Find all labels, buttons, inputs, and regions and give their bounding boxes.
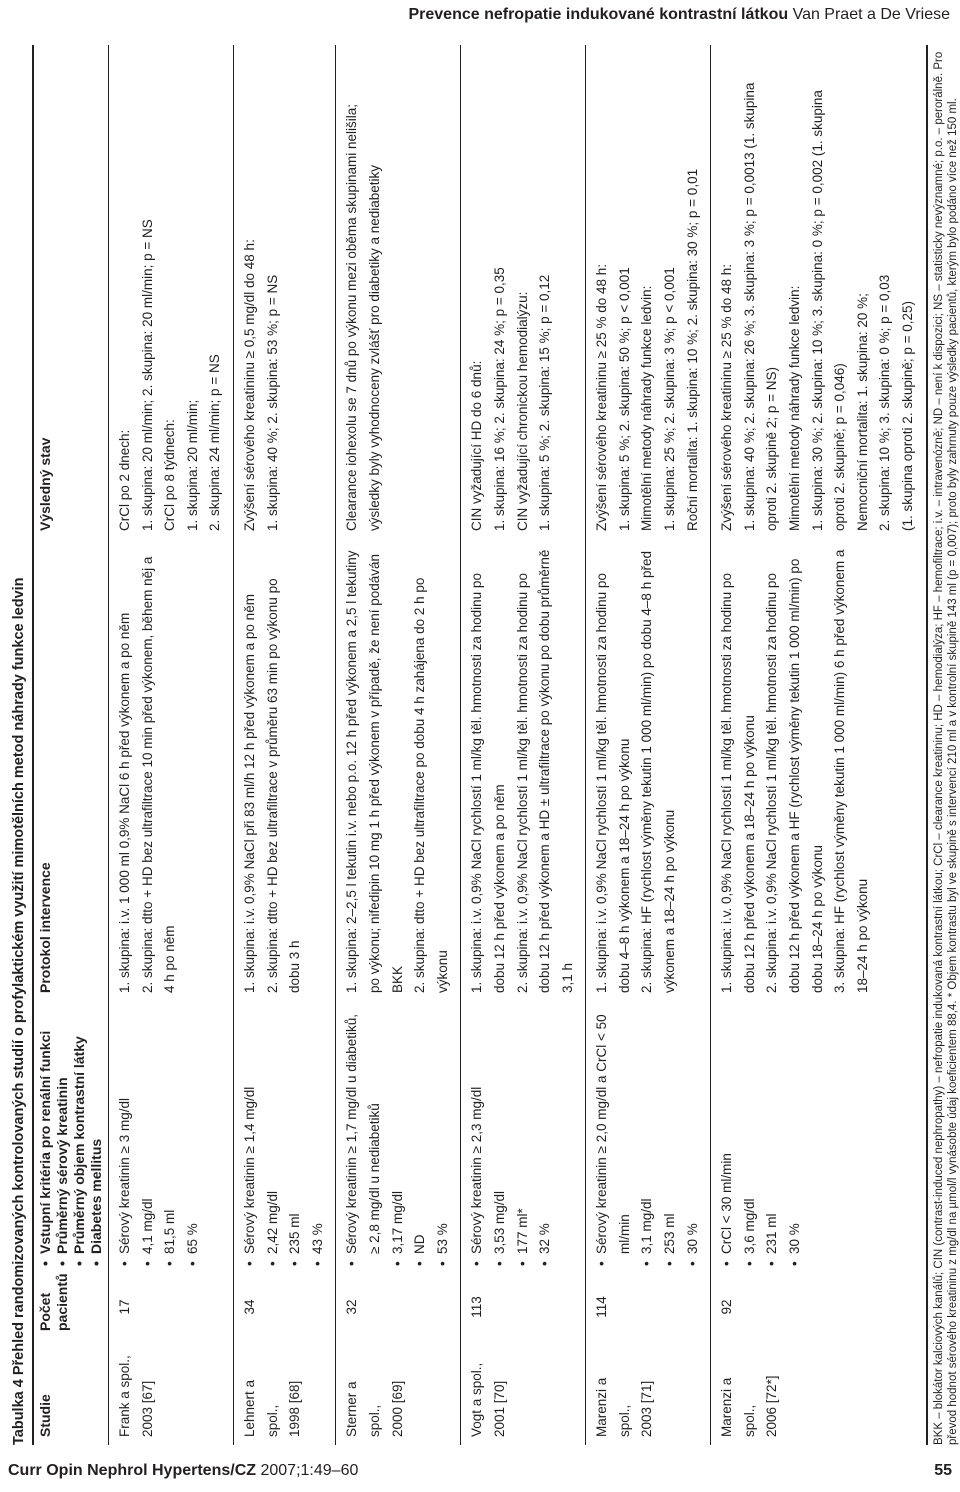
outcome-line: 1. skupina: 5 %; 2. skupina: 50 %; p < 0,001 <box>616 267 632 531</box>
protocol-line: 1. skupina: i.v. 1 000 ml 0,9% NaCl 6 h před výkonem a po něm <box>117 612 132 993</box>
outcome-line: Mimotělní metody náhrady funkce ledvin: <box>639 285 655 531</box>
protocol-line: 2. skupina: dtto + HD bez ultrafiltrace po dobu 4 h zahájena do 2 h po výkonu <box>412 577 450 993</box>
header-criteria-item: • Diabetes mellitus <box>88 1009 105 1267</box>
study-line: 2003 [67] <box>139 1380 155 1437</box>
table-row <box>336 45 461 1445</box>
table-caption: Tabulka 4 Přehled randomizovaných kontrolovaných studií o profylaktickém využití mimotělních metod náhrady funkce ledvin <box>11 577 27 1445</box>
table-row <box>233 45 335 1445</box>
outcome-line: CIN vyžadující chronickou hemodialýzu: <box>514 291 530 531</box>
page-number: 55 <box>934 1462 952 1479</box>
outcome-cell <box>336 45 461 539</box>
protocol-line: 1. skupina: i.v. 0,9% NaCl rychlostí 1 ml/kg těl. hmotnosti za hodinu po dobu 4–8 h výkonem a 18–24 h po výkonu <box>594 573 632 993</box>
criteria-item: • 32 % <box>534 1009 557 1267</box>
criteria-item: • Sérový kreatinin ≥ 2,0 mg/dl a CrCl < 50 ml/min <box>591 1009 636 1267</box>
criteria-item: • 3,1 mg/dl <box>636 1009 659 1267</box>
studies-table <box>32 45 928 1445</box>
study-line: Marenzi a spol., <box>719 1377 757 1437</box>
criteria-item: • 3,6 mg/dl <box>739 1009 762 1267</box>
protocol-line: 1. skupina: i.v. 0,9% NaCl při 83 ml/h 12 h před výkonem a po něm <box>241 594 257 993</box>
journal-footer <box>8 1462 358 1480</box>
criteria-list <box>114 1009 204 1267</box>
outcome-line: Clearance iohexolu se 7 dnů po výkonu mezi oběma skupinami nelišila; výsledky byly vyhodnoceny zvlášť pro diabetiky a nediabetiky <box>344 104 382 531</box>
criteria-item: • 53 % <box>432 1009 455 1267</box>
criteria-item: • 235 ml <box>284 1009 307 1267</box>
outcome-cell <box>109 45 234 539</box>
study-line: 1998 [68] <box>287 1380 303 1437</box>
study-line: Marenzi a spol., <box>594 1377 632 1437</box>
criteria-item: • 81,5 ml <box>159 1009 182 1267</box>
protocol-cell <box>711 539 927 1001</box>
criteria-cell <box>336 1001 461 1275</box>
study-cell <box>336 1339 461 1445</box>
study-line: Lehnert a spol., <box>241 1379 280 1437</box>
table-row <box>461 45 586 1445</box>
study-cell <box>586 1339 711 1445</box>
study-line: 2006 [72*] <box>764 1375 780 1437</box>
outcome-line: Roční mortalita: 1. skupina: 10 %; 2. skupina: 30 %; p = 0,01 <box>684 168 700 531</box>
criteria-item: • 253 ml <box>659 1009 682 1267</box>
study-cell <box>233 1339 335 1445</box>
protocol-cell <box>336 539 461 1001</box>
study-cell <box>109 1339 234 1445</box>
header-criteria-item: • Průměrný objem kontrastní látky <box>71 1009 88 1267</box>
header-criteria-item: • Vstupní kritéria pro renální funkci <box>37 1009 54 1267</box>
criteria-list <box>716 1009 806 1267</box>
count-cell: 92 <box>719 1299 735 1315</box>
outcome-line: Zvýšení sérového kreatininu ≥ 0,5 mg/dl do 48 h: <box>241 239 257 531</box>
table-row <box>711 45 927 1445</box>
study-cell <box>461 1339 586 1445</box>
criteria-item: • 30 % <box>784 1009 807 1267</box>
outcome-line: Zvýšení sérového kreatininu ≥ 25 % do 48 h: <box>594 263 610 531</box>
study-line: Vogt a spol., <box>469 1362 485 1437</box>
outcome-line: Nemocniční mortalita: 1. skupina: 20 %; <box>854 293 870 531</box>
protocol-line: 3. skupina: HF (rychlost výměny tekutin 1 000 ml/min) 6 h před výkonem a 18–24 h po výkonu <box>832 549 870 993</box>
protocol-line: 1. skupina: i.v. 0,9% NaCl rychlostí 1 ml/kg těl. hmotnosti za hodinu po dobu 12 h před výkonem a po něm <box>469 573 507 993</box>
header-outcome: Výsledný stav <box>37 437 53 531</box>
article-title: Prevence nefropatie indukované kontrastní látkou <box>408 6 789 23</box>
outcome-line: CrCl po 8 týdnech: <box>162 419 178 531</box>
criteria-cell <box>461 1001 586 1275</box>
protocol-line: 2. skupina: i.v. 0,9% NaCl rychlostí 1 ml/kg těl. hmotnosti za hodinu po dobu 12 h před výkonem a HD ± ultrafiltrace po výkonu po dobu průměrně 3,1 h <box>514 549 575 993</box>
protocol-cell <box>461 539 586 1001</box>
protocol-line: 1. skupina: i.v. 0,9% NaCl rychlostí 1 ml/kg těl. hmotnosti za hodinu po dobu 12 h před výkonem a 18–24 h po výkonu <box>719 573 757 993</box>
protocol-cell <box>233 539 335 1001</box>
outcome-cell <box>233 45 335 539</box>
running-head <box>408 6 950 24</box>
protocol-line: 2. skupina: HF (rychlost výměny tekutin 1 000 ml/min) po dobu 4–8 h před výkonem a 18–24 h po výkonu <box>639 551 678 993</box>
table-row <box>586 45 711 1445</box>
outcome-line: 1. skupina: 16 %; 2. skupina: 24 %; p = 0,35 <box>491 267 507 531</box>
criteria-item: • 43 % <box>307 1009 330 1267</box>
count-cell: 113 <box>469 1296 485 1318</box>
rotated-table-area <box>10 45 959 1445</box>
criteria-list <box>239 1009 329 1267</box>
outcome-line: 1. skupina: 25 %; 2. skupina: 3 %; p < 0,001 <box>662 267 678 531</box>
protocol-line: 2. skupina: dtto + HD bez ultrafiltrace v průměru 63 min po výkonu po dobu 3 h <box>264 578 303 993</box>
criteria-item: • 177 ml* <box>512 1009 535 1267</box>
journal-name: Curr Opin Nephrol Hypertens/CZ <box>8 1462 257 1479</box>
criteria-item: • Sérový kreatinin ≥ 3 mg/dl <box>114 1009 137 1267</box>
header-criteria-item: • Průměrný sérový kreatinin <box>54 1009 71 1267</box>
header-count: Počet pacientů <box>37 1273 70 1331</box>
outcome-line: (1. skupina oproti 2. skupině; p = 0,25) <box>900 300 915 531</box>
outcome-line: CrCl po 2 dnech: <box>117 429 132 531</box>
journal-volume: 2007;1:49–60 <box>260 1462 359 1479</box>
criteria-item: • Sérový kreatinin ≥ 1,4 mg/dl <box>239 1009 262 1267</box>
outcome-line: 1. skupina: 40 %; 2. skupina: 26 %; 3. skupina: 3 %; p = 0,0013 (1. skupina oproti 2. skupině 2; p = NS) <box>741 82 780 531</box>
protocol-cell <box>586 539 711 1001</box>
protocol-line: 2. skupina: i.v. 0,9% NaCl rychlostí 1 ml/kg těl. hmotnosti za hodinu po dobu 12 h před výkonem a HF (rychlost výměny tekutin 1 000 ml/min) po dobu 18–24 h po výkonu <box>764 558 825 993</box>
protocol-line: 2. skupina: dtto + HD bez ultrafiltrace 10 min před výkonem, během něj a 4 h po něm <box>139 556 178 993</box>
outcome-cell <box>586 45 711 539</box>
protocol-line: 1. skupina: 2–2,5 l tekutin i.v. nebo p.o. 12 h před výkonem a 2,5 l tekutiny po výkonu; nifedipin 10 mg 1 h před výkonem v případě, že není podáván BKK <box>344 550 405 993</box>
table-footnote: BKK – blokátor kalciových kanálů; CIN (contrast-induced nephropathy) – nefropatie indukovaná kontrastní látkou; CrCl – clearance kreatininu; HD – hemodialýza; HF – hemofiltrace; i.v. – intravenózně; ND – není k dispozici; NS – statisticky nevýznamné; p.o. – perorálně. Pro převod hodnot sérového kreatininu z mg/dl na µmol/l vynásobte údaj koeficientem 88,4. * Objem kontrastu byl ve skupině s intervencí 210 ml a v kontrolní skupině 143 ml (p = 0,007); proto byly zahrnuty pouze výsledky pacientů, kterým bylo podáno více než 150 ml. <box>932 51 959 1445</box>
header-criteria <box>33 1001 109 1275</box>
criteria-list <box>341 1009 454 1267</box>
study-cell <box>711 1339 927 1445</box>
protocol-cell <box>109 539 234 1001</box>
criteria-item: • 3,17 mg/dl <box>387 1009 410 1267</box>
criteria-list <box>466 1009 556 1267</box>
criteria-item: • Sérový kreatinin ≥ 2,3 mg/dl <box>466 1009 489 1267</box>
criteria-cell <box>109 1001 234 1275</box>
study-line: Sterner a spol., <box>344 1381 382 1437</box>
outcome-line: 1. skupina: 40 %; 2. skupina: 53 %; p = NS <box>264 274 280 531</box>
criteria-item: • CrCl < 30 ml/min <box>716 1009 739 1267</box>
outcome-line: Zvýšení sérového kreatininu ≥ 25 % do 48 h: <box>719 263 735 531</box>
header-study: Studie <box>37 1394 53 1437</box>
outcome-line: CIN vyžadující HD do 6 dnů: <box>469 360 485 531</box>
count-cell: 34 <box>241 1299 257 1315</box>
criteria-item: • 30 % <box>682 1009 705 1267</box>
outcome-line: 2. skupina: 24 ml/min; p = NS <box>207 354 223 531</box>
outcome-line: 2. skupina: 10 %; 3. skupina: 0 %; p = 0,03 <box>877 274 893 531</box>
criteria-item: • Sérový kreatinin ≥ 1,7 mg/dl u diabetiků, ≥ 2,8 mg/dl u nediabetiků <box>341 1009 386 1267</box>
count-cell: 32 <box>344 1299 360 1315</box>
article-authors: Van Praet a De Vriese <box>792 6 950 23</box>
criteria-item: • 231 ml <box>761 1009 784 1267</box>
criteria-item: • 2,42 mg/dl <box>262 1009 285 1267</box>
study-line: Frank a spol., <box>117 1355 132 1437</box>
outcome-cell <box>711 45 927 539</box>
criteria-cell <box>711 1001 927 1275</box>
header-protocol: Protokol intervence <box>37 862 53 993</box>
table-row <box>109 45 234 1445</box>
criteria-item: • ND <box>409 1009 432 1267</box>
table-header-row <box>33 45 109 1445</box>
criteria-item: • 4,1 mg/dl <box>137 1009 160 1267</box>
criteria-cell <box>233 1001 335 1275</box>
count-cell: 17 <box>117 1299 132 1315</box>
outcome-line: 1. skupina: 30 %; 2. skupina: 10 %; 3. skupina: 0 %; p = 0,002 (1. skupina oproti 2. skupině; p = 0,046) <box>809 90 848 531</box>
count-cell: 114 <box>594 1296 610 1318</box>
criteria-item: • 65 % <box>182 1009 205 1267</box>
outcome-line: 1. skupina: 20 ml/min; <box>184 399 200 531</box>
criteria-cell <box>586 1001 711 1275</box>
criteria-list <box>591 1009 704 1267</box>
outcome-line: Mimotělní metody náhrady funkce ledvin: <box>787 285 803 531</box>
outcome-cell <box>461 45 586 539</box>
study-line: 2000 [69] <box>389 1380 405 1437</box>
outcome-line: 1. skupina: 20 ml/min; 2. skupina: 20 ml/min; p = NS <box>139 219 155 531</box>
study-line: 2003 [71] <box>639 1380 655 1437</box>
study-line: 2001 [70] <box>491 1380 507 1437</box>
outcome-line: 1. skupina: 5 %; 2. skupina: 15 %; p = 0,12 <box>537 274 553 531</box>
criteria-item: • 3,53 mg/dl <box>489 1009 512 1267</box>
